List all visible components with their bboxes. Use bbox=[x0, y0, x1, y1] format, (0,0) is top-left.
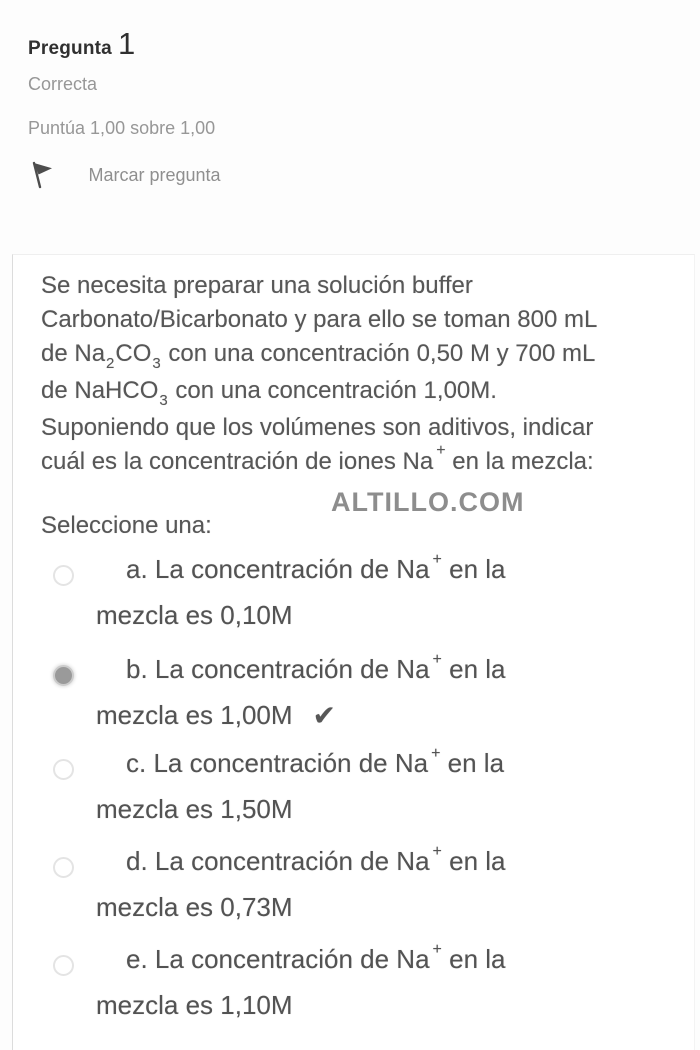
text-segment: con una concentración 1,00M. bbox=[168, 377, 497, 404]
question-label: Pregunta bbox=[28, 38, 112, 59]
text-segment: La concentración de Na bbox=[154, 944, 430, 974]
text-segment: Se necesita preparar una solución buffer bbox=[41, 272, 473, 299]
question-text-line bbox=[41, 411, 681, 445]
subscript: 3 bbox=[159, 392, 168, 409]
answer-option-d[interactable] bbox=[41, 841, 631, 928]
option-text bbox=[96, 841, 631, 928]
question-grade: Puntúa 1,00 sobre 1,00 bbox=[28, 118, 216, 138]
question-text-line bbox=[41, 374, 681, 411]
watermark-text: ALTILLO.COM bbox=[331, 487, 525, 517]
text-segment: mezcla es 1,50M bbox=[96, 794, 293, 824]
superscript: + bbox=[436, 442, 446, 459]
text-segment: en la bbox=[441, 944, 506, 974]
radio-button[interactable] bbox=[53, 759, 74, 780]
option-letter: c. bbox=[126, 748, 147, 778]
text-segment: Carbonato/Bicarbonato y para ello se toman 800 mL bbox=[41, 306, 598, 333]
superscript: + bbox=[432, 843, 442, 860]
radio-button[interactable] bbox=[53, 857, 74, 878]
option-letter: d. bbox=[126, 846, 148, 876]
subscript: 2 bbox=[106, 355, 115, 372]
subscript: 3 bbox=[152, 355, 161, 372]
text-segment: La concentración de Na bbox=[154, 554, 430, 584]
radio-button[interactable] bbox=[53, 665, 74, 686]
superscript: + bbox=[432, 651, 442, 668]
flag-question-label: Marcar pregunta bbox=[88, 165, 221, 185]
option-text bbox=[96, 743, 631, 830]
option-letter: e. bbox=[126, 944, 148, 974]
flag-question-link[interactable] bbox=[30, 160, 221, 189]
option-text bbox=[96, 549, 631, 636]
text-segment: La concentración de Na bbox=[154, 654, 430, 684]
flag-icon bbox=[30, 160, 57, 189]
answer-prompt: Seleccione una: bbox=[41, 512, 212, 539]
text-segment: Suponiendo que los volúmenes son aditivos, indicar bbox=[41, 414, 594, 441]
question-number: 1 bbox=[117, 26, 136, 61]
option-text bbox=[96, 649, 631, 736]
answer-option-a[interactable] bbox=[41, 549, 631, 636]
question-text-line bbox=[41, 442, 681, 482]
text-segment: CO bbox=[115, 340, 152, 367]
question-title bbox=[28, 26, 135, 62]
text-segment: mezcla es 1,00M bbox=[96, 700, 293, 730]
option-text bbox=[96, 939, 631, 1026]
radio-button[interactable] bbox=[53, 955, 74, 976]
text-segment: de NaHCO bbox=[41, 377, 159, 404]
question-state-badge: Correcta bbox=[28, 74, 98, 94]
superscript: + bbox=[432, 551, 442, 568]
text-segment: mezcla es 1,10M bbox=[96, 990, 293, 1020]
text-segment: mezcla es 0,10M bbox=[96, 600, 293, 630]
text-segment: La concentración de Na bbox=[153, 748, 429, 778]
question-text-line bbox=[41, 269, 681, 303]
superscript: + bbox=[431, 745, 441, 762]
answer-option-c[interactable] bbox=[41, 743, 631, 830]
question-text-line bbox=[41, 337, 681, 374]
question-text bbox=[41, 269, 681, 482]
text-segment: con una concentración 0,50 M y 700 mL bbox=[161, 340, 596, 367]
answer-option-e[interactable] bbox=[41, 939, 631, 1026]
superscript: + bbox=[432, 941, 442, 958]
text-segment: cuál es la concentración de iones Na bbox=[41, 448, 434, 475]
text-segment: mezcla es 0,73M bbox=[96, 892, 293, 922]
correct-check-icon: ✔ bbox=[312, 699, 336, 732]
text-segment: en la bbox=[441, 554, 506, 584]
option-letter: b. bbox=[126, 654, 148, 684]
question-content-box bbox=[12, 254, 695, 1050]
text-segment: en la bbox=[441, 654, 506, 684]
text-segment: en la bbox=[441, 846, 506, 876]
text-segment: La concentración de Na bbox=[154, 846, 430, 876]
answer-option-b[interactable] bbox=[41, 649, 631, 736]
text-segment: de Na bbox=[41, 340, 106, 367]
text-segment: en la mezcla: bbox=[445, 448, 594, 475]
option-letter: a. bbox=[126, 554, 148, 584]
question-text-line bbox=[41, 303, 681, 337]
text-segment: en la bbox=[440, 748, 505, 778]
radio-button[interactable] bbox=[53, 565, 74, 586]
